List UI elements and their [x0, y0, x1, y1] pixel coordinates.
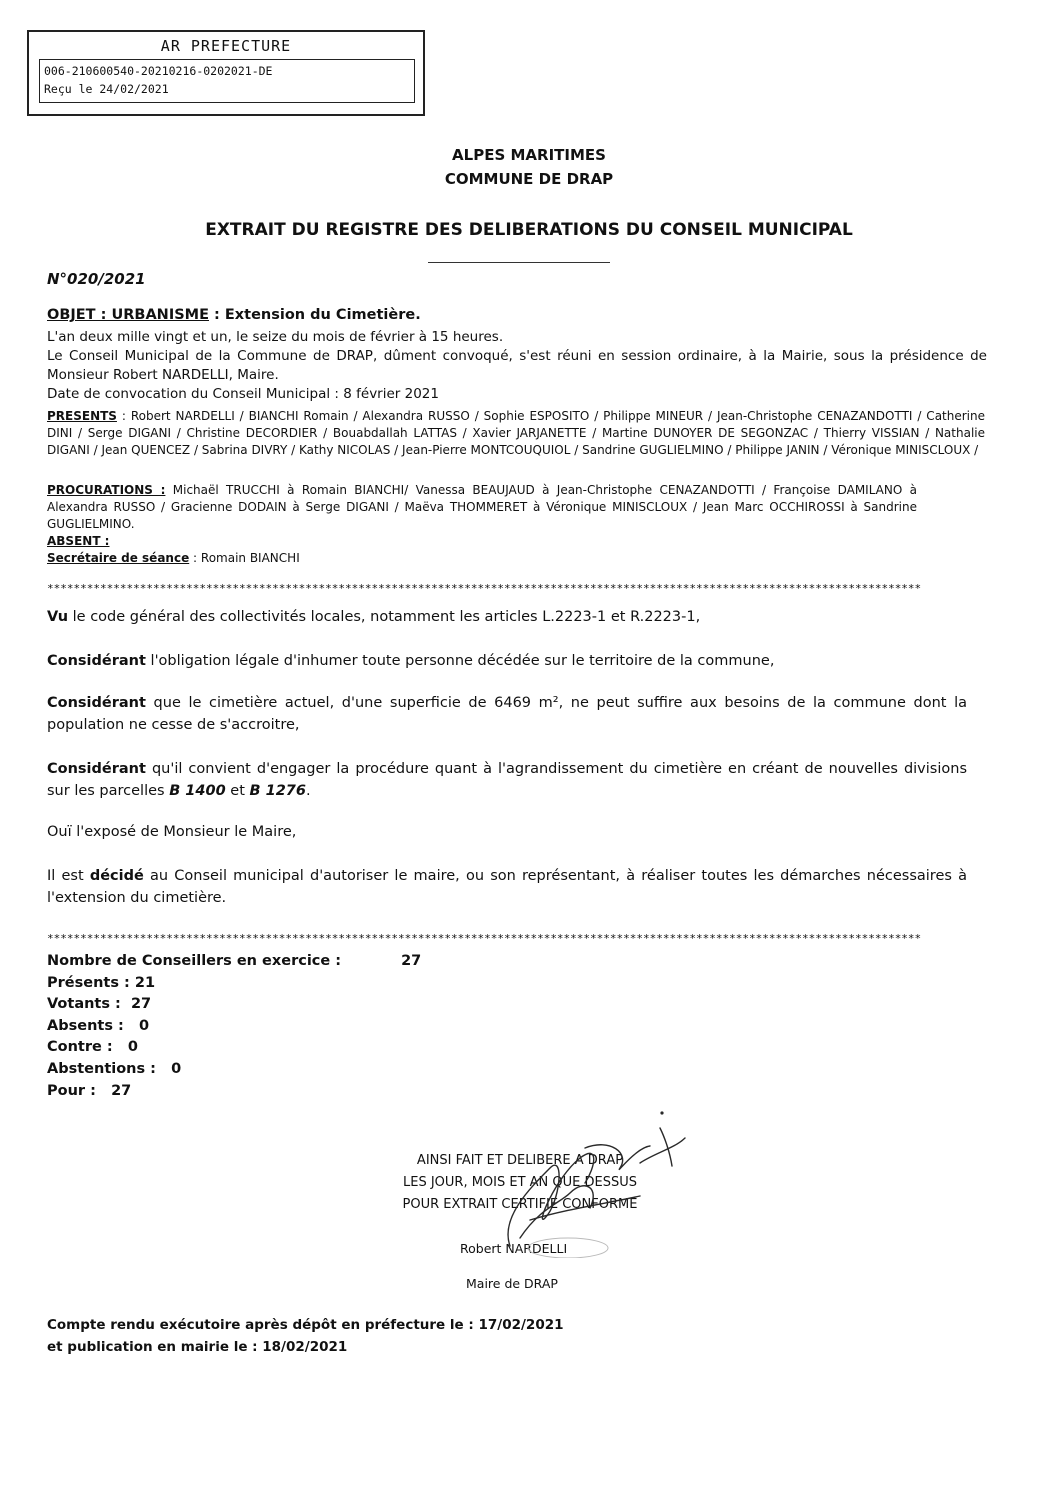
intro-block — [47, 328, 987, 404]
deliberation-number: N°020/2021 — [47, 270, 146, 288]
absent-label: ABSENT : — [47, 534, 110, 548]
stamp-details — [39, 59, 415, 103]
vote-votants-row — [47, 994, 421, 1016]
procurations-block — [47, 482, 917, 533]
stamp-reference: 006-210600540-20210216-0202021-DE — [44, 64, 273, 78]
vote-pour-row — [47, 1081, 421, 1103]
signer-role: Maire de DRAP — [466, 1276, 558, 1291]
vote-conseillers-value: 27 — [401, 953, 422, 969]
presents-list: : Robert NARDELLI / BIANCHI Romain / Alexandra RUSSO / Sophie ESPOSITO / Philippe MINEUR / Jean-Christophe CENAZANDOTTI / Catherine DINI / Serge DIGANI / Christine DECORDIER / Bouabdallah LATTAS / Xavier JARJANETTE / Martine DUNOYER DE SEGONZAC / Thierry VISSIAN / Nathalie DIGANI / Jean QUENCEZ / Sabrina DIVRY / Kathy NICOLAS / Jean-Pierre MONTCOUQUIOL / Sandrine GUGLIELMINO / Philippe JANIN / Véronique MINISCLOUX / — [47, 409, 985, 457]
closing-line-3: POUR EXTRAIT CERTIFIE CONFORME — [402, 1197, 638, 1212]
parcel-b1276: B 1276 — [249, 783, 306, 799]
considerant-2-text: que le cimetière actuel, d'une superficie de 6469 m², ne peut suffire aux besoins de la commune dont la population ne cesse de s'accroitre, — [47, 695, 967, 733]
votes-block — [47, 951, 421, 1102]
secretaire-name: : Romain BIANCHI — [189, 551, 300, 565]
vote-presents-label: Présents : — [47, 974, 130, 991]
vote-votants-label: Votants : — [47, 996, 121, 1013]
considerant-1-text: l'obligation légale d'inhumer toute personne décédée sur le territoire de la commune, — [145, 653, 775, 669]
vote-conseillers-row — [47, 951, 421, 973]
decision-prefix: Il est — [47, 868, 90, 884]
secretaire-label: Secrétaire de séance — [47, 551, 190, 565]
considerant-3-bold: Considérant — [47, 761, 146, 777]
secretaire-line — [47, 550, 300, 567]
vote-pour-value: 27 — [111, 1082, 132, 1099]
vote-abstentions-row — [47, 1059, 421, 1081]
vote-contre-label: Contre : — [47, 1039, 113, 1056]
intro-convocation-line: Date de convocation du Conseil Municipal : 8 février 2021 — [47, 386, 439, 402]
parcel-conjunction: et — [225, 783, 250, 799]
signer-name: Robert NARDELLI — [460, 1241, 568, 1256]
footer-executoire: Compte rendu exécutoire après dépôt en préfecture le : 17/02/2021 — [47, 1317, 564, 1333]
vu-bold: Vu — [47, 609, 69, 625]
objet-subject: : Extension du Cimetière. — [209, 307, 421, 323]
vote-contre-row — [47, 1037, 421, 1059]
department-heading: ALPES MARITIMES — [452, 146, 606, 164]
procurations-label: PROCURATIONS : — [47, 483, 166, 497]
vote-votants-value: 27 — [130, 996, 152, 1013]
vote-absents-value: 0 — [138, 1017, 150, 1034]
intro-session-line: Le Conseil Municipal de la Commune de DRAP, dûment convoqué, s'est réuni en session ordinaire, à la Mairie, sous la présidence de Monsieur Robert NARDELLI, Maire. — [47, 348, 987, 383]
procurations-list: Michaël TRUCCHI à Romain BIANCHI/ Vanessa BEAUJAUD à Jean-Christophe CENAZANDOTTI / Françoise DAMILANO à Alexandra RUSSO / Gracienne DODAIN à Serge DIGANI / Maëva THOMMERET à Véronique MINISCLOUX / Jean Marc OCCHIROSSI à Sandrine GUGLIELMINO. — [47, 483, 917, 531]
title-divider — [428, 262, 610, 263]
footer-block — [47, 1314, 564, 1358]
handwritten-signature — [490, 1108, 700, 1258]
vu-paragraph — [47, 606, 967, 628]
separator-bottom: ************************************************************************************************************************************ — [47, 932, 922, 945]
considerant-3-end: . — [305, 783, 311, 799]
document-title: EXTRAIT DU REGISTRE DES DELIBERATIONS DU CONSEIL MUNICIPAL — [205, 220, 853, 240]
separator-top: ************************************************************************************************************************************ — [47, 582, 922, 595]
considerant-2-bold: Considérant — [47, 695, 146, 711]
vote-conseillers-label: Nombre de Conseillers en exercice : — [47, 953, 342, 969]
considerant-1-paragraph — [47, 650, 967, 672]
stamp-received-date: Reçu le 24/02/2021 — [44, 82, 169, 96]
oui-paragraph: Ouï l'exposé de Monsieur le Maire, — [47, 824, 297, 840]
considerant-1-bold: Considérant — [47, 653, 146, 669]
closing-line-1: AINSI FAIT ET DELIBERE A DRAP — [416, 1153, 624, 1168]
presents-block — [47, 408, 985, 459]
intro-date-line: L'an deux mille vingt et un, le seize du mois de février à 15 heures. — [47, 329, 504, 345]
decision-paragraph — [47, 865, 967, 909]
vote-pour-label: Pour : — [47, 1082, 96, 1099]
vote-contre-value: 0 — [127, 1039, 138, 1056]
vote-abstentions-value: 0 — [171, 1060, 182, 1077]
decision-text: au Conseil municipal d'autoriser le maire, ou son représentant, à réaliser toutes les démarches nécessaires à l'extension du cimetière. — [47, 868, 967, 906]
vote-presents-value: 21 — [134, 974, 156, 991]
considerant-3-text: qu'il convient d'engager la procédure quant à l'agrandissement du cimetière en créant de nouvelles divisions sur les parcelles — [47, 761, 967, 799]
parcel-b1400: B 1400 — [169, 783, 226, 799]
vote-presents-row — [47, 973, 421, 995]
presents-label: PRESENTS — [47, 409, 117, 423]
objet-label: OBJET : URBANISME — [47, 307, 209, 323]
vu-text: le code général des collectivités locales, notamment les articles L.2223-1 et R.2223-1, — [68, 609, 701, 625]
vote-abstentions-label: Abstentions : — [47, 1060, 156, 1077]
decision-bold: décidé — [89, 868, 144, 884]
vote-absents-row — [47, 1016, 421, 1038]
closing-line-2: LES JOUR, MOIS ET AN QUE DESSUS — [402, 1175, 637, 1190]
considerant-2-paragraph — [47, 692, 967, 736]
vote-absents-label: Absents : — [47, 1017, 124, 1034]
prefecture-stamp — [27, 30, 425, 116]
commune-heading: COMMUNE DE DRAP — [444, 170, 614, 188]
footer-publication: et publication en mairie le : 18/02/2021 — [47, 1339, 348, 1355]
stamp-title: AR PREFECTURE — [160, 37, 292, 55]
considerant-3-paragraph — [47, 758, 967, 802]
objet-line — [47, 307, 421, 323]
